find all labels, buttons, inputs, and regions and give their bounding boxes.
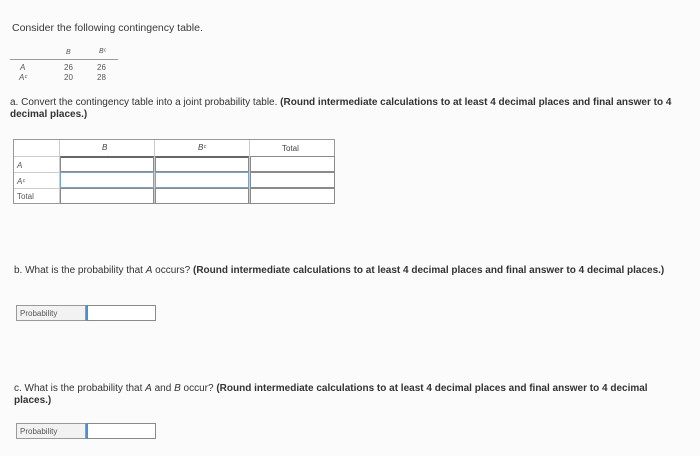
input-a-b[interactable] bbox=[60, 156, 154, 172]
question-a-text: a. Convert the contingency table into a joint probability table. bbox=[10, 97, 281, 108]
question-b-rounding: (Round intermediate calculations to at least 4 decimal places and final answer to 4 decimal places.) bbox=[192, 265, 665, 276]
question-a-rounding: (Round intermediate calculations to at least 4 decimal places and final answer to 4 decimal places.) bbox=[10, 97, 672, 120]
joint-header-b: B bbox=[102, 143, 108, 152]
row-label-a: A bbox=[20, 63, 26, 72]
joint-row-ac: Aᶜ bbox=[17, 177, 26, 186]
input-total-bc[interactable] bbox=[155, 188, 249, 204]
question-b-text2: occurs? bbox=[152, 265, 193, 276]
intro-text: Consider the following contingency table. bbox=[12, 22, 203, 34]
cell-a-b: 26 bbox=[64, 63, 73, 72]
joint-probability-table bbox=[13, 139, 335, 204]
question-b-event: A bbox=[145, 265, 153, 276]
question-b bbox=[14, 265, 684, 277]
question-c-rounding: (Round intermediate calculations to at least 4 decimal places and final answer to 4 decimal places.) bbox=[14, 383, 648, 406]
joint-header-bc: Bᶜ bbox=[198, 143, 207, 152]
cell-a-bc: 26 bbox=[97, 63, 106, 72]
input-ac-b[interactable] bbox=[60, 172, 154, 188]
question-a bbox=[10, 97, 680, 121]
cell-ac-bc: 28 bbox=[97, 73, 106, 82]
question-c-event-a: A bbox=[145, 383, 152, 394]
input-a-total[interactable] bbox=[250, 156, 335, 172]
question-c-text: c. What is the probability that bbox=[14, 383, 146, 394]
joint-row-total: Total bbox=[17, 192, 34, 201]
input-ac-bc[interactable] bbox=[155, 172, 249, 188]
probability-label-c: Probability bbox=[16, 423, 86, 439]
question-c-text2: and bbox=[151, 383, 175, 394]
header-bc: Bᶜ bbox=[99, 48, 107, 55]
question-b-text: b. What is the probability that bbox=[14, 265, 146, 276]
table-divider bbox=[10, 59, 118, 60]
row-label-ac: Aᶜ bbox=[19, 73, 28, 82]
input-a-bc[interactable] bbox=[155, 156, 249, 172]
header-b: B bbox=[66, 49, 71, 56]
input-ac-total[interactable] bbox=[250, 172, 335, 188]
question-c bbox=[14, 383, 684, 407]
probability-input-c[interactable] bbox=[86, 423, 156, 439]
joint-row-a: A bbox=[17, 161, 23, 170]
joint-header-total: Total bbox=[282, 144, 299, 153]
contingency-table bbox=[10, 48, 118, 84]
probability-label-b: Probability bbox=[16, 305, 86, 321]
cell-ac-b: 20 bbox=[64, 73, 73, 82]
question-c-event-b: B bbox=[174, 383, 181, 394]
question-c-text3: occur? bbox=[180, 383, 217, 394]
input-total-b[interactable] bbox=[60, 188, 154, 204]
probability-input-b[interactable] bbox=[86, 305, 156, 321]
input-total-total[interactable] bbox=[250, 188, 335, 204]
